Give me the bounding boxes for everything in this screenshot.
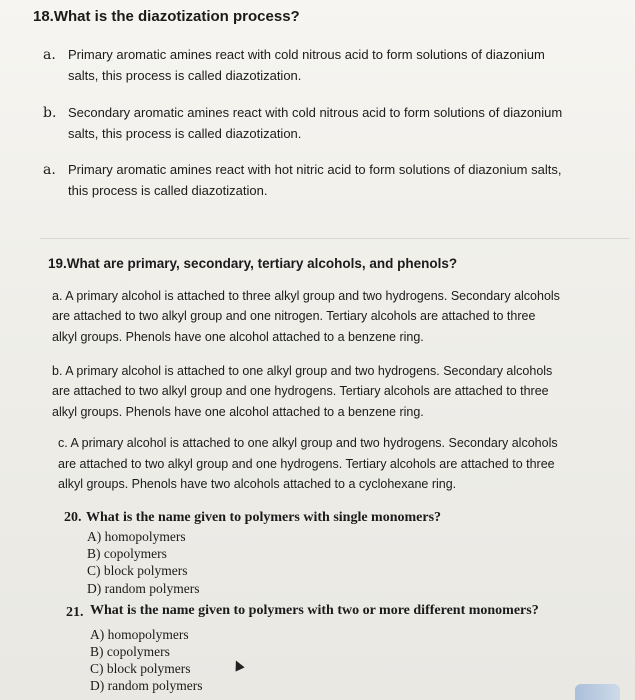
section-divider [40,238,630,239]
question-21-title: What is the name given to polymers with two or more different monomers? [90,603,539,618]
option-line: salts, this process is called diazotization. [68,126,302,141]
option-line: alkyl groups. Phenols have one alcohol attached to a benzene ring. [52,330,424,344]
option-line: Primary aromatic amines react with cold nitrous acid to form solutions of diazonium [68,47,545,62]
option-letter: a. [43,47,56,63]
option-line: alkyl groups. Phenols have one alcohol attached to a benzene ring. [52,405,424,419]
option-line: this process is called diazotization. [68,183,268,198]
q20-option-c: C) block polymers [87,563,188,578]
q21-option-c: C) block polymers [90,661,191,676]
q21-option-d: D) random polymers [90,678,203,693]
q21-option-b: B) copolymers [90,644,170,659]
q18-option-c [43,161,628,201]
option-line: a. A primary alcohol is attached to three alkyl group and two hydrogens. Secondary alcohols [52,289,560,303]
question-18-title: 18.What is the diazotization process? [33,8,300,25]
q21-option-a: A) homopolymers [90,627,189,642]
question-21-number: 21. [66,605,84,620]
option-line: salts, this process is called diazotization. [68,68,302,83]
question-20-title: What is the name given to polymers with single monomers? [86,510,442,525]
question-19-title: 19.What are primary, secondary, tertiary alcohols, and phenols? [48,256,458,271]
option-line: c. A primary alcohol is attached to one alkyl group and two hydrogens. Secondary alcohols [58,436,558,450]
option-line: are attached to two alkyl group and one hydrogens. Tertiary alcohols are attached to three [58,457,555,471]
question-20-number: 20. [64,510,82,525]
option-line: are attached to two alkyl group and one hydrogens. Tertiary alcohols are attached to three [52,384,549,398]
option-line: Secondary aromatic amines react with cold nitrous acid to form solutions of diazonium [68,105,563,120]
option-line: b. A primary alcohol is attached to one alkyl group and two hydrogens. Secondary alcohols [52,364,553,378]
q18-option-a [43,46,628,86]
option-line: alkyl groups. Phenols have two alcohols attached to a cyclohexane ring. [58,477,457,491]
option-line: are attached to two alkyl group and one nitrogen. Tertiary alcohols are attached to three [52,309,536,323]
option-letter: b. [43,105,57,121]
q20-option-b: B) copolymers [87,546,167,561]
option-line: Primary aromatic amines react with hot nitric acid to form solutions of diazonium salts, [68,162,562,177]
mouse-cursor-icon [231,658,244,671]
q20-option-d: D) random polymers [87,581,200,596]
option-letter: a. [43,162,56,178]
q20-option-a: A) homopolymers [87,529,186,544]
q18-option-b [43,104,628,144]
screen-corner-overlay [575,684,620,700]
